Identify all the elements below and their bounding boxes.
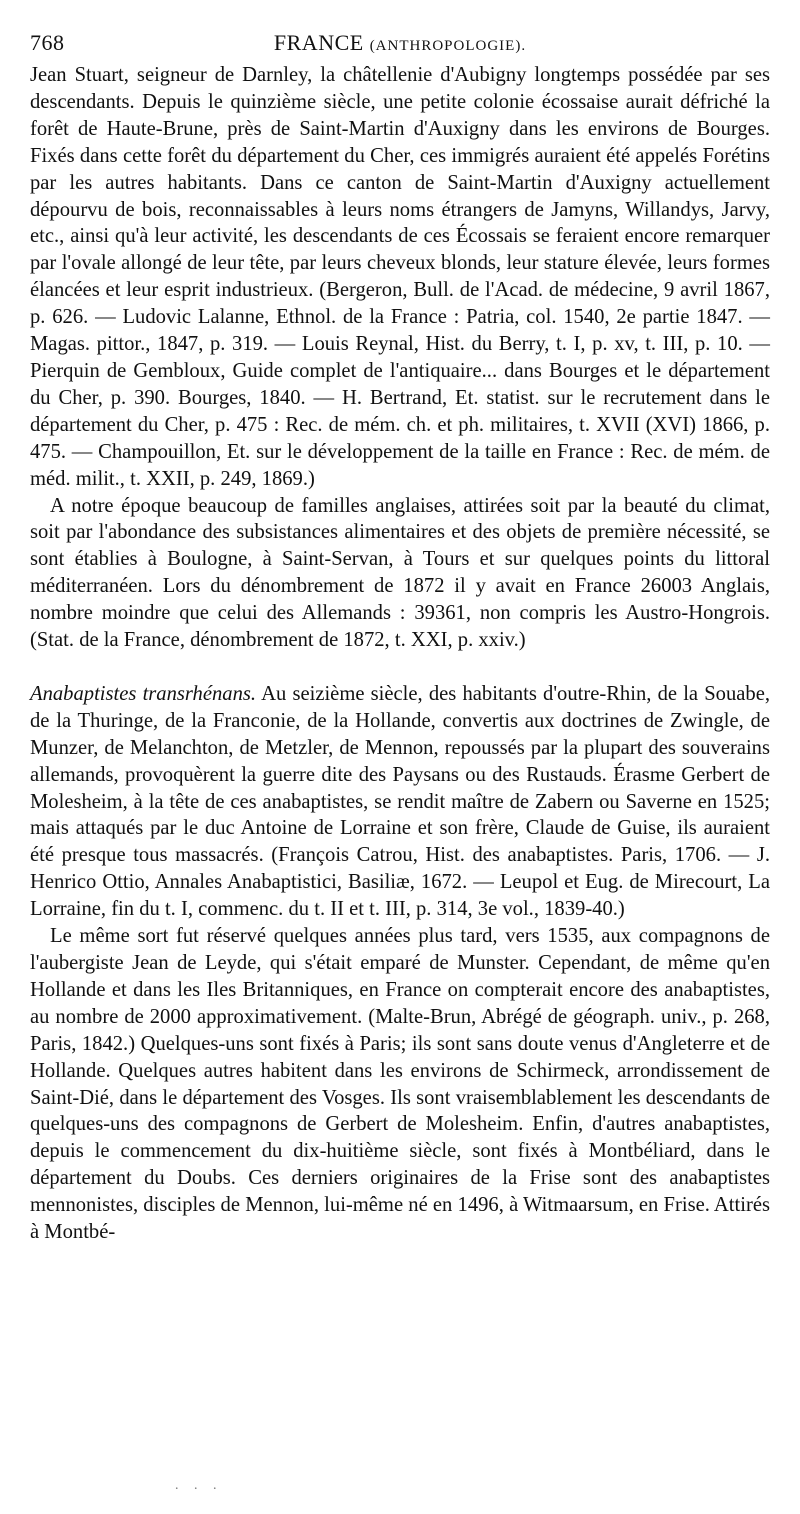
- book-page: [30, 22, 770, 1246]
- running-title: [30, 30, 770, 56]
- section-spacer: [30, 654, 770, 681]
- footer-marks: . . .: [175, 1478, 223, 1493]
- paragraph-anabaptists: [30, 681, 770, 923]
- page-body: [30, 62, 770, 1246]
- running-title-main: FRANCE: [273, 30, 364, 55]
- section-heading: Anabaptistes transrhénans.: [30, 682, 257, 705]
- paragraph-anabaptists-text: Au seizième siècle, des habitants d'outre-Rhin, de la Souabe, de la Thuringe, de la Franconie, de la Hollande, convertis aux doctrines de Zwingle, de Munzer, de Melanchton, de Metzler, de Mennon, repoussés par la plupart des souverains allemands, provoquèrent la guerre dite des Paysans ou des Rustauds. Érasme Gerbert de Molesheim, à la tête de ces anabaptistes, se rendit maître de Zabern ou Saverne en 1525; mais attaqués par le duc Antoine de Lorraine et son frère, Claude de Guise, ils auraient été presque tous massacrés. (François Catrou, Hist. des anabaptistes. Paris, 1706. — J. Henrico Ottio, Annales Anabaptistici, Basiliæ, 1672. — Leupol et Eug. de Mirecourt, La Lorraine, fin du t. I, commenc. du t. II et t. III, p. 314, 3e vol., 1839-40.): [30, 682, 771, 921]
- running-title-sub: (ANTHROPOLOGIE).: [369, 38, 527, 54]
- paragraph-english-families: A notre époque beaucoup de familles anglaises, attirées soit par la beauté du climat, soit par l'abondance des subsistances alimentaires et des objets de première nécessité, se sont établies à Boulogne, à Saint-Servan, à Tours et sur quelques points du littoral méditerranéen. Lors du dénombrement de 1872 il y avait en France 26003 Anglais, nombre moindre que celui des Allemands : 39361, non compris les Austro-Hongrois. (Stat. de la France, dénombrement de 1872, t. XXI, p. xxiv.): [30, 494, 770, 652]
- paragraph-jean-de-leyde: Le même sort fut réservé quelques années plus tard, vers 1535, aux compagnons de l'aubergiste Jean de Leyde, qui s'était emparé de Munster. Cependant, de même qu'en Hollande et dans les Iles Britanniques, en France on compterait encore des anabaptistes, au nombre de 2000 approximativement. (Malte-Brun, Abrégé de géograph. univ., p. 268, Paris, 1842.) Quelques-uns sont fixés à Paris; ils sont sans doute venus d'Angleterre et de Hollande. Quelques autres habitent dans les environs de Schirmeck, arrondissement de Saint-Dié, dans le département des Vosges. Ils sont vraisemblablement les descendants de quelques-uns des compagnons de Gerbert de Molesheim. Enfin, d'autres anabaptistes, depuis le commencement du dix-huitième siècle, sont fixés à Montbéliard, dans le département du Doubs. Ces derniers originaires de la Frise sont des anabaptistes mennonistes, disciples de Mennon, lui-même né en 1496, à Witmaarsum, en Frise. Attirés à Montbé-: [30, 925, 770, 1244]
- page-number: 768: [30, 30, 65, 55]
- page-header: [30, 22, 770, 62]
- paragraph-stuart-scots: Jean Stuart, seigneur de Darnley, la châtellenie d'Aubigny longtemps possédée par ses descendants. Depuis le quinzième siècle, une petite colonie écossaise aurait défriché la forêt de Haute-Brune, près de Saint-Martin d'Auxigny dans les environs de Bourges. Fixés dans cette forêt du département du Cher, ces immigrés auraient été appelés Forétins par les autres habitants. Dans ce canton de Saint-Martin d'Auxigny actuellement dépourvu de bois, reconnaissables à leurs noms étrangers de Jamyns, Willandys, Jarvy, etc., ainsi qu'à leur activité, les descendants de ces Écossais se feraient encore remarquer par l'ovale allongé de leur tête, par leurs cheveux blonds, leur stature élevée, leurs formes élancées et leur esprit industrieux. (Bergeron, Bull. de l'Acad. de médecine, 9 avril 1867, p. 626. — Ludovic Lalanne, Ethnol. de la France : Patria, col. 1540, 2e partie 1847. — Magas. pittor., 1847, p. 319. — Louis Reynal, Hist. du Berry, t. I, p. xv, t. III, p. 10. — Pierquin de Gembloux, Guide complet de l'antiquaire... dans Bourges et le département du Cher, p. 390. Bourges, 1840. — H. Bertrand, Et. statist. sur le recrutement dans le département du Cher, p. 475 : Rec. de mém. ch. et ph. militaires, t. XVII (XVI) 1866, p. 475. — Champouillon, Et. sur le développement de la taille en France : Rec. de mém. de méd. milit., t. XXII, p. 249, 1869.): [30, 64, 770, 490]
